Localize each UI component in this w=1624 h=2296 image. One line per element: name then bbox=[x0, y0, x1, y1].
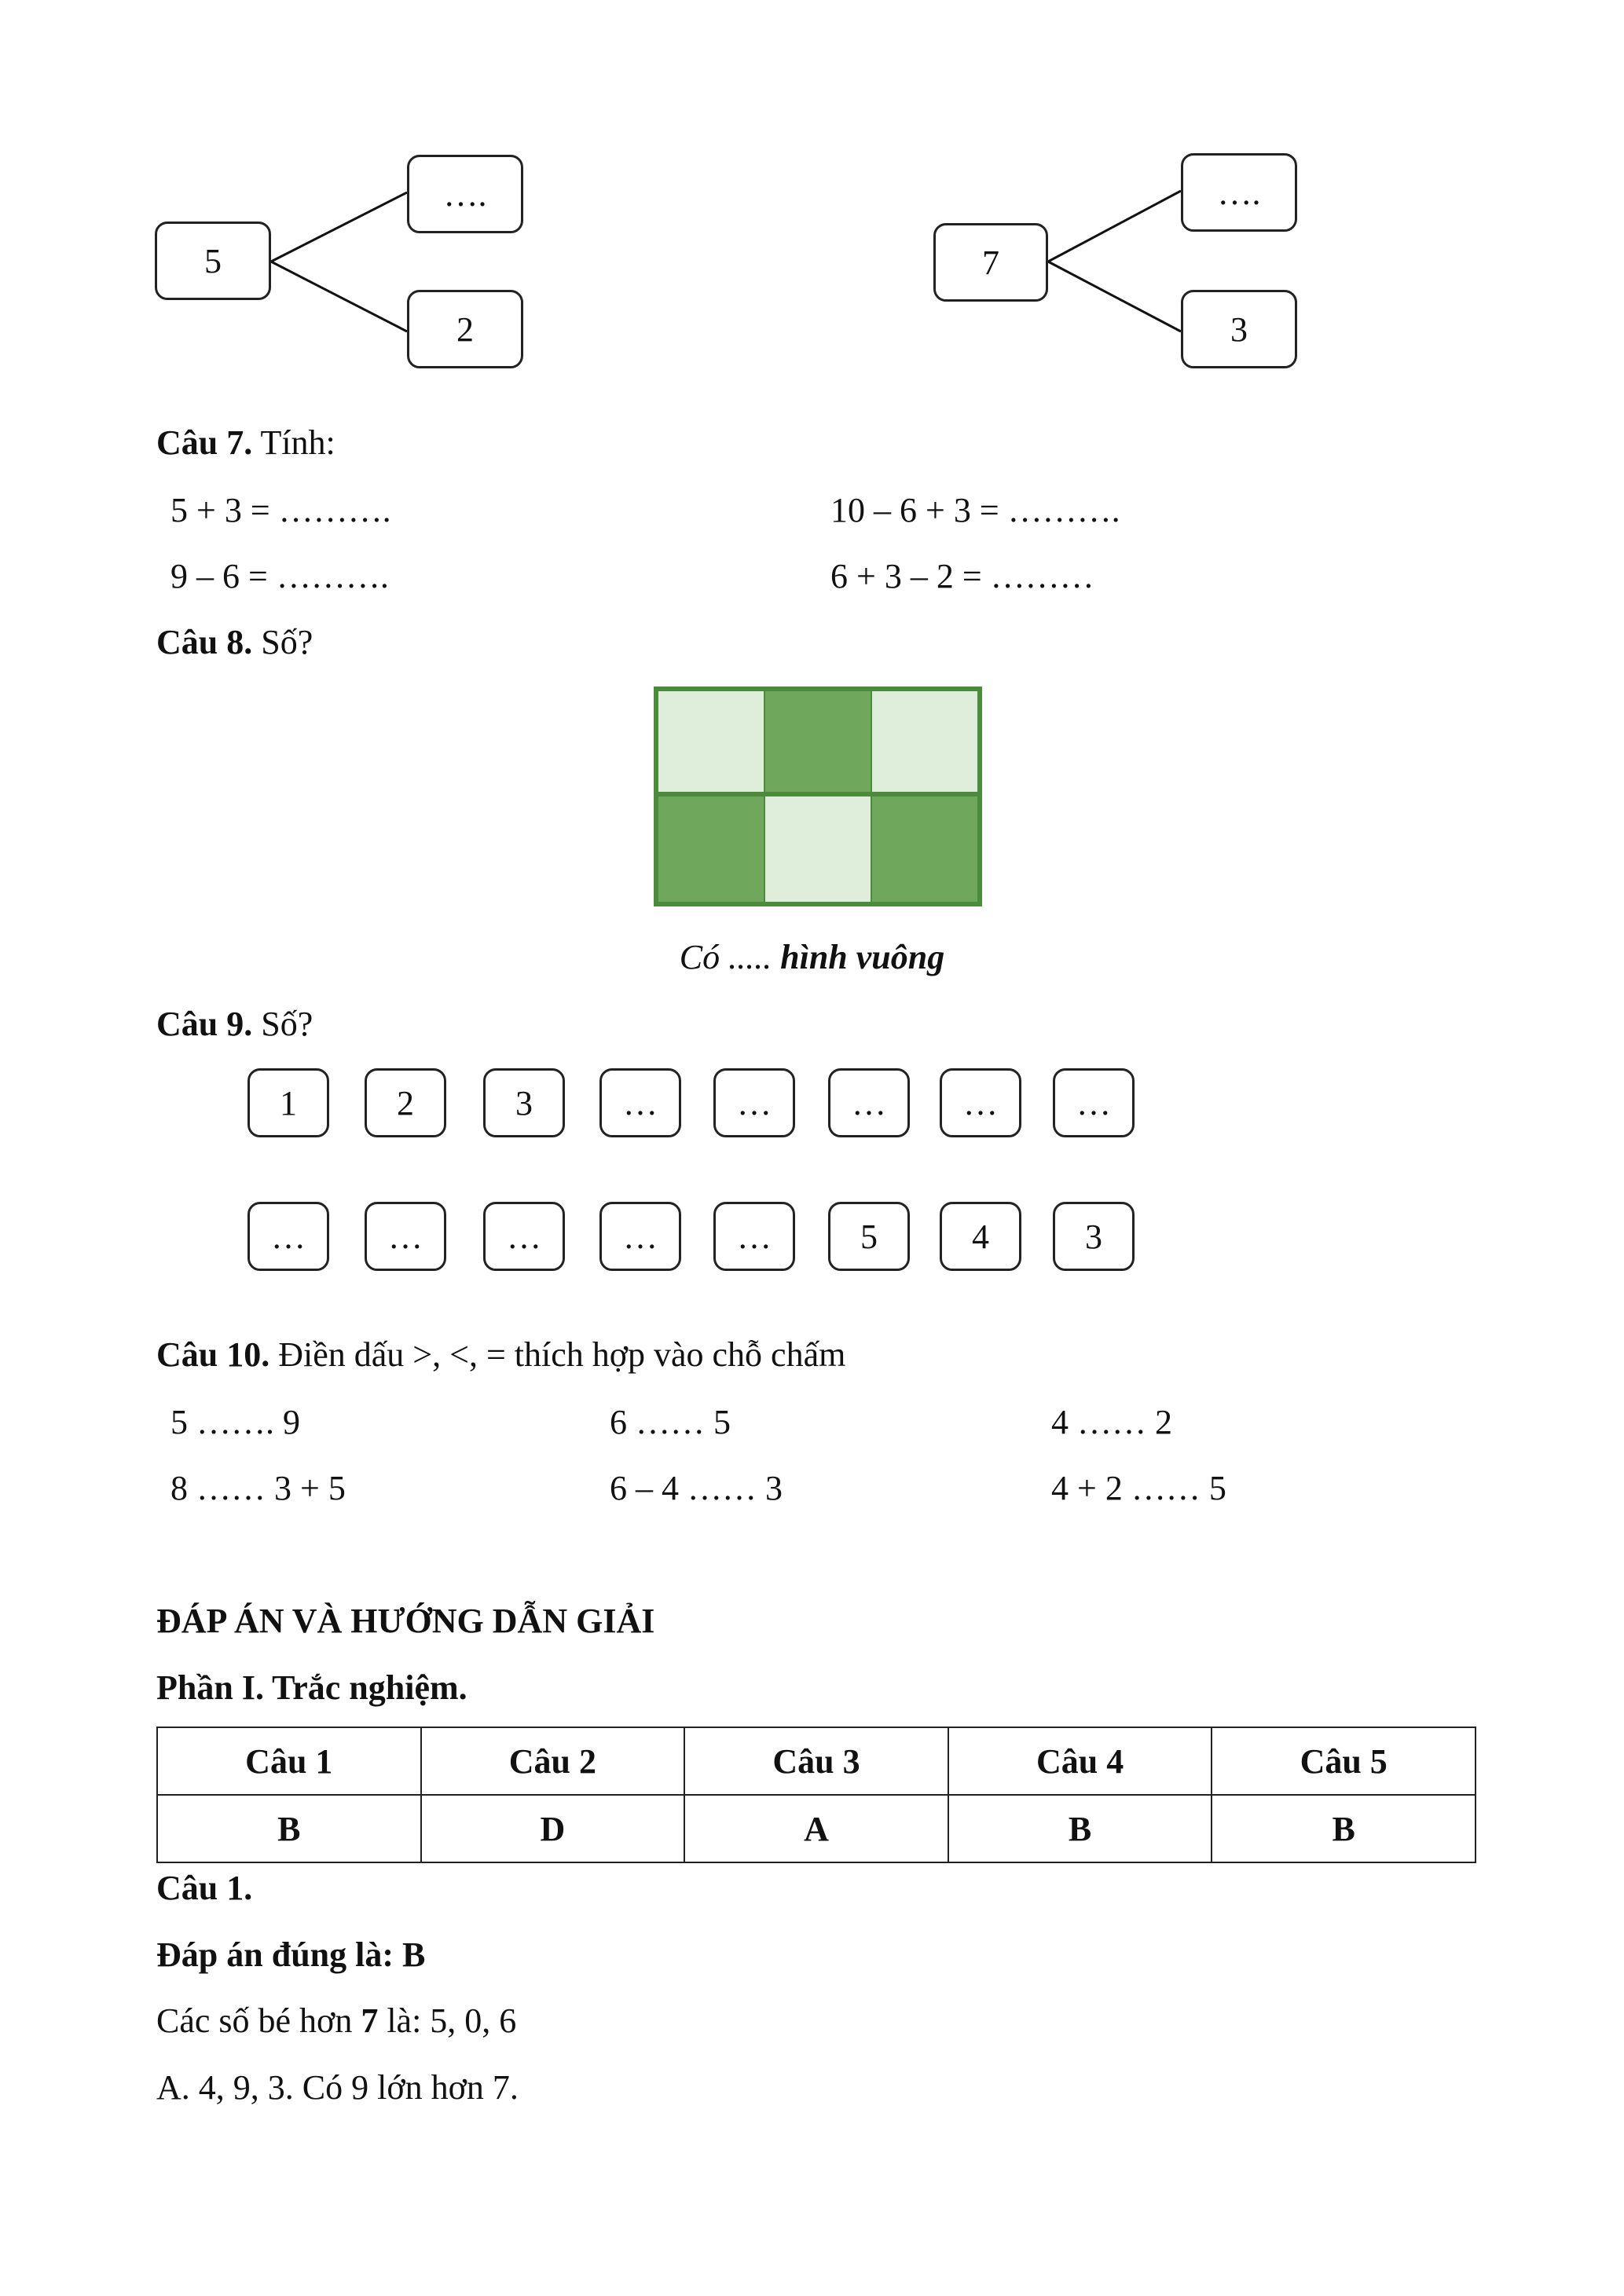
table-header-cell: Câu 2 bbox=[421, 1727, 685, 1795]
c1-line1-c: là: 5, 0, 6 bbox=[378, 2001, 517, 2040]
table-header-cell: Câu 5 bbox=[1212, 1727, 1476, 1795]
seq-row1-box[interactable]: … bbox=[940, 1068, 1021, 1137]
seq-row1-box[interactable]: … bbox=[713, 1068, 795, 1137]
seq-row1-box: 3 bbox=[483, 1068, 565, 1137]
table-cell: B bbox=[157, 1795, 421, 1862]
bond-left-root: 5 bbox=[155, 222, 271, 300]
bond-right-top[interactable]: …. bbox=[1181, 153, 1297, 232]
seq-row2-box[interactable]: … bbox=[365, 1202, 446, 1271]
q7-item-1: 5 + 3 = ………. bbox=[170, 491, 391, 529]
table-cell: B bbox=[1212, 1795, 1476, 1862]
q10-item-1: 5 ……. 9 bbox=[170, 1403, 300, 1441]
q10-item-2: 6 …… 5 bbox=[610, 1403, 731, 1441]
square-grid-figure bbox=[654, 687, 982, 906]
q10-label: Câu 10. bbox=[156, 1335, 270, 1374]
part1-heading: Phần I. Trắc nghiệm. bbox=[156, 1668, 467, 1707]
table-row bbox=[157, 1795, 1476, 1862]
grid-cell-2 bbox=[765, 691, 871, 792]
q10-item-6: 4 + 2 …… 5 bbox=[1051, 1469, 1226, 1507]
seq-row1-box: 1 bbox=[247, 1068, 329, 1137]
number-bond-lines bbox=[0, 0, 1624, 393]
q9-text: Số? bbox=[252, 1005, 313, 1043]
bond-right-root: 7 bbox=[933, 223, 1048, 302]
q8-text: Số? bbox=[252, 623, 313, 661]
table-cell: A bbox=[684, 1795, 948, 1862]
seq-row1-box[interactable]: … bbox=[828, 1068, 910, 1137]
c1-label: Câu 1. bbox=[156, 1869, 253, 1907]
seq-row2-box[interactable]: … bbox=[483, 1202, 565, 1271]
q10-title bbox=[156, 1335, 846, 1374]
seq-row2-box[interactable]: … bbox=[599, 1202, 681, 1271]
grid-cell-3 bbox=[872, 691, 977, 792]
seq-row2-box[interactable]: … bbox=[247, 1202, 329, 1271]
grid-cell-4 bbox=[658, 796, 764, 902]
grid-cell-5 bbox=[765, 796, 871, 902]
q9-label: Câu 9. bbox=[156, 1005, 253, 1043]
bond-left-top[interactable]: …. bbox=[407, 155, 523, 233]
c1-line1 bbox=[156, 2001, 517, 2040]
q7-label: Câu 7. bbox=[156, 423, 253, 462]
table-cell: B bbox=[948, 1795, 1212, 1862]
c1-line1-b: 7 bbox=[361, 2001, 379, 2040]
answers-heading: ĐÁP ÁN VÀ HƯỚNG DẪN GIẢI bbox=[156, 1602, 655, 1640]
q7-item-3: 9 – 6 = ………. bbox=[170, 557, 389, 595]
table-header-cell: Câu 4 bbox=[948, 1727, 1212, 1795]
grid-cell-6 bbox=[872, 796, 977, 902]
table-cell: D bbox=[421, 1795, 685, 1862]
seq-row2-box: 5 bbox=[828, 1202, 910, 1271]
q10-item-3: 4 …… 2 bbox=[1051, 1403, 1172, 1441]
q7-item-2: 10 – 6 + 3 = ………. bbox=[830, 491, 1120, 529]
q8-label: Câu 8. bbox=[156, 623, 253, 661]
q10-text: Điền dấu >, <, = thích hợp vào chỗ chấm bbox=[269, 1335, 846, 1374]
seq-row2-box[interactable]: … bbox=[713, 1202, 795, 1271]
table-header-cell: Câu 3 bbox=[684, 1727, 948, 1795]
q8-caption-bold: hình vuông bbox=[780, 938, 945, 976]
table-header-cell: Câu 1 bbox=[157, 1727, 421, 1795]
table-row bbox=[157, 1727, 1476, 1795]
answer-table bbox=[156, 1727, 1476, 1863]
q7-title bbox=[156, 423, 335, 462]
bond-left-bottom: 2 bbox=[407, 290, 523, 368]
seq-row1-box[interactable]: … bbox=[599, 1068, 681, 1137]
bond-right-bottom: 3 bbox=[1181, 290, 1297, 368]
q7-text: Tính: bbox=[252, 423, 335, 462]
q8-caption-plain: Có ..... bbox=[679, 938, 781, 976]
q7-item-4: 6 + 3 – 2 = ……… bbox=[830, 557, 1094, 595]
q10-item-4: 8 …… 3 + 5 bbox=[170, 1469, 346, 1507]
grid-cell-1 bbox=[658, 691, 764, 792]
q8-title bbox=[156, 625, 313, 660]
seq-row2-box: 3 bbox=[1053, 1202, 1135, 1271]
seq-row1-box[interactable]: … bbox=[1053, 1068, 1135, 1137]
q8-caption bbox=[0, 940, 1624, 975]
seq-row1-box: 2 bbox=[365, 1068, 446, 1137]
seq-row2-box: 4 bbox=[940, 1202, 1021, 1271]
c1-line1-a: Các số bé hơn bbox=[156, 2001, 361, 2040]
q9-title bbox=[156, 1007, 313, 1042]
c1-answer: Đáp án đúng là: B bbox=[156, 1935, 426, 1974]
q10-item-5: 6 – 4 …… 3 bbox=[610, 1469, 783, 1507]
c1-line2: A. 4, 9, 3. Có 9 lớn hơn 7. bbox=[156, 2068, 519, 2107]
